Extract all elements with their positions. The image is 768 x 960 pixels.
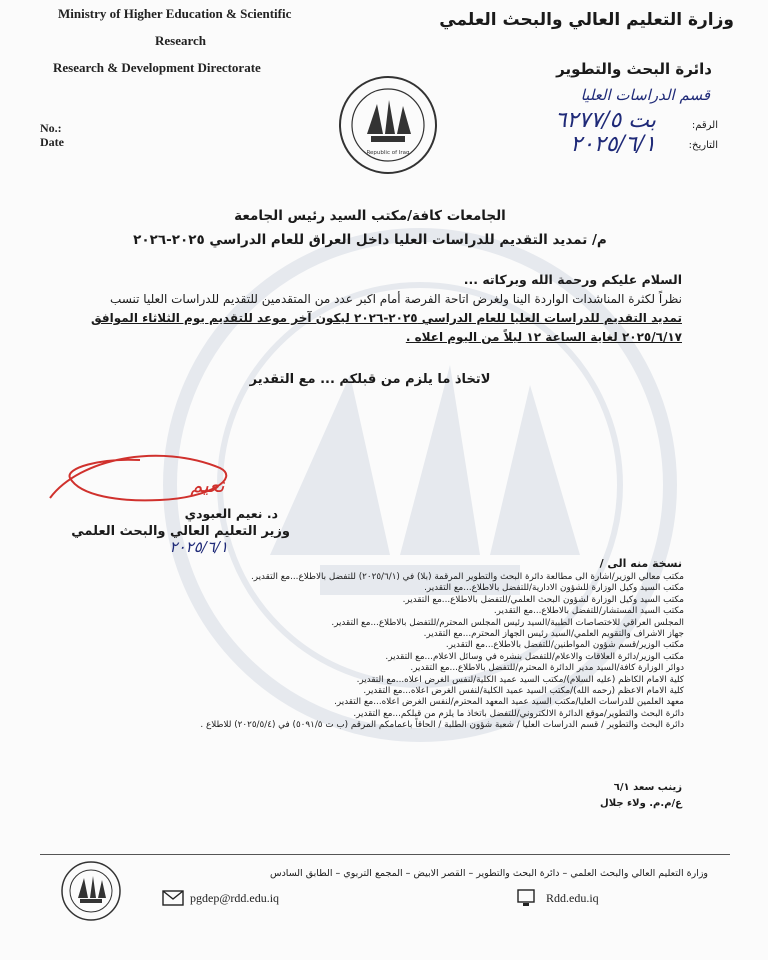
copy-item: دائرة البحث والتطوير/موقع الدائرة الالكتروني/للتفضل باتخاذ ما يلزم من قبلكم...مع التقدير. — [353, 708, 684, 719]
signatory-name: د. نعيم العبودي — [184, 506, 278, 521]
footer-divider — [40, 854, 730, 855]
ministry-seal-logo — [337, 74, 439, 176]
date-label-ar: التاريخ: — [688, 140, 718, 151]
footer-ministry-logo — [60, 860, 122, 922]
copy-item: مكتب السيد وكيل الوزارة لشؤون البحث العلمي/للتفضل بالاطلاع...مع التقدير. — [402, 594, 684, 605]
copy-item: معهد العلمين للدراسات العليا/مكتب السيد عميد المعهد المحترم/لنفس الغرض اعلاه...مع التقدير. — [334, 697, 684, 708]
body-line-1: نظراً لكثرة المناشدات الواردة الينا ولغرض اتاحة الفرصة أمام اكبر عدد من المتقدمين للتقديم للدراسات العليا تنسب — [110, 292, 682, 306]
copy-item: كلية الامام الكاظم (عليه السلام)/مكتب السيد عميد الكلية/لنفس الغرض اعلاه...مع التقدير. — [356, 674, 684, 685]
copy-item: دوائر الوزارة كافة/السيد مدير الدائرة المحترم/للتفضل بالاطلاع...مع التقدير. — [410, 663, 684, 674]
directorate-name-ar: دائرة البحث والتطوير — [556, 60, 712, 78]
copy-item: جهاز الاشراف والتقويم العلمي/السيد رئيس الجهاز المحترم...مع التقدير. — [423, 629, 684, 640]
body-line-2: تمديد التقديم للدراسات العليا للعام الدراسي ٢٠٢٥-٢٠٢٦ ليكون آخر موعد للتقديم يوم الثلاثاء الموافق — [90, 311, 682, 325]
copy-item: مكتب الوزير/دائرة العلاقات والاعلام/للتفضل بنشره في وسائل الاعلام...مع التقدير. — [385, 651, 684, 662]
number-label: No.: — [40, 121, 62, 135]
copies-heading: نسخة منه الى / — [599, 557, 682, 570]
greeting: السلام عليكم ورحمة الله وبركاته ... — [463, 272, 682, 287]
copy-item: مكتب معالي الوزير/اشارة الى مطالعة دائرة البحث والتطوير المرقمة (بلا) في (٢٠٢٥/٦/١) للتفضل بالاطلاع...مع التقدير. — [250, 572, 684, 582]
preparer-line-2: ع/م.م. ولاء جلال — [600, 798, 682, 809]
letter-date: ٢٠٢٥/٦/١ — [570, 132, 656, 157]
subject-line: م/ تمديد التقديم للدراسات العليا داخل العراق للعام الدراسي ٢٠٢٥-٢٠٢٦ — [133, 232, 607, 248]
ministry-name-en: Ministry of Higher Education & Scientific — [58, 6, 292, 21]
seal-caption: Republic of Iraq — [366, 150, 410, 156]
signatory-title: وزير التعليم العالي والبحث العلمي — [71, 524, 290, 539]
reference-label-ar: الرقم: — [691, 120, 718, 131]
ministry-name-ar: وزارة التعليم العالي والبحث العلمي — [439, 10, 734, 30]
signature-text: نعيم — [190, 473, 225, 497]
website-icon — [516, 888, 536, 908]
copy-item: مكتب الوزير/قسم شؤون المواطنين/للتفضل بالاطلاع...مع التقدير. — [445, 640, 684, 651]
email-icon — [162, 890, 184, 906]
copy-item: مكتب السيد المستشار/للتفضل بالاطلاع...مع التقدير. — [493, 606, 684, 617]
ministry-name-en-line2: Research — [155, 33, 207, 48]
signature-date: ٢٠٢٥/٦/١ — [169, 538, 228, 556]
copy-item: كلية الامام الاعظم (رحمه الله)/مكتب السيد عميد الكلية/لنفس الغرض اعلاه...مع التقدير. — [363, 686, 684, 697]
recipient-line: الجامعات كافة/مكتب السيد رئيس الجامعة — [234, 208, 506, 224]
preparer-line-1: زينب سعد ٦/١ — [613, 782, 682, 793]
copies-list — [84, 572, 684, 732]
directorate-name-en: Research & Development Directorate — [53, 60, 261, 75]
copy-item: دائرة البحث والتطوير / قسم الدراسات العليا / شعبة شؤون الطلبة / الحاقاً باعمامكم المرقم (ب ت ٥٠٩١/٥) في (٢٠٢٥/٥/٤) للاطلاع . — [200, 720, 684, 731]
footer-website[interactable]: Rdd.edu.iq — [546, 891, 599, 905]
body-line-3: ٢٠٢٥/٦/١٧ لغاية الساعة ١٢ ليلاً من اليوم اعلاه . — [405, 330, 682, 344]
copy-item: مكتب السيد وكيل الوزارة للشؤون الادارية/للتفضل بالاطلاع...مع التقدير. — [424, 583, 684, 594]
department-name-ar: قسم الدراسات العليا — [580, 86, 710, 104]
reference-number: بت ٦٢٧٧/٥ — [554, 108, 656, 133]
footer-address: وزارة التعليم العالي والبحث العلمي – دائرة البحث والتطوير – القصر الابيض – المجمع التربوي – الطابق السادس — [269, 868, 708, 879]
date-label: Date — [40, 135, 64, 149]
closing-line: لاتخاذ ما يلزم من قبلكم ... مع التقدير — [249, 372, 491, 387]
footer-email[interactable]: pgdep@rdd.edu.iq — [190, 891, 280, 905]
copy-item: المجلس العراقي للاختصاصات الطبية/السيد رئيس المجلس المحترم/للتفضل بالاطلاع...مع التقدير. — [331, 617, 684, 628]
